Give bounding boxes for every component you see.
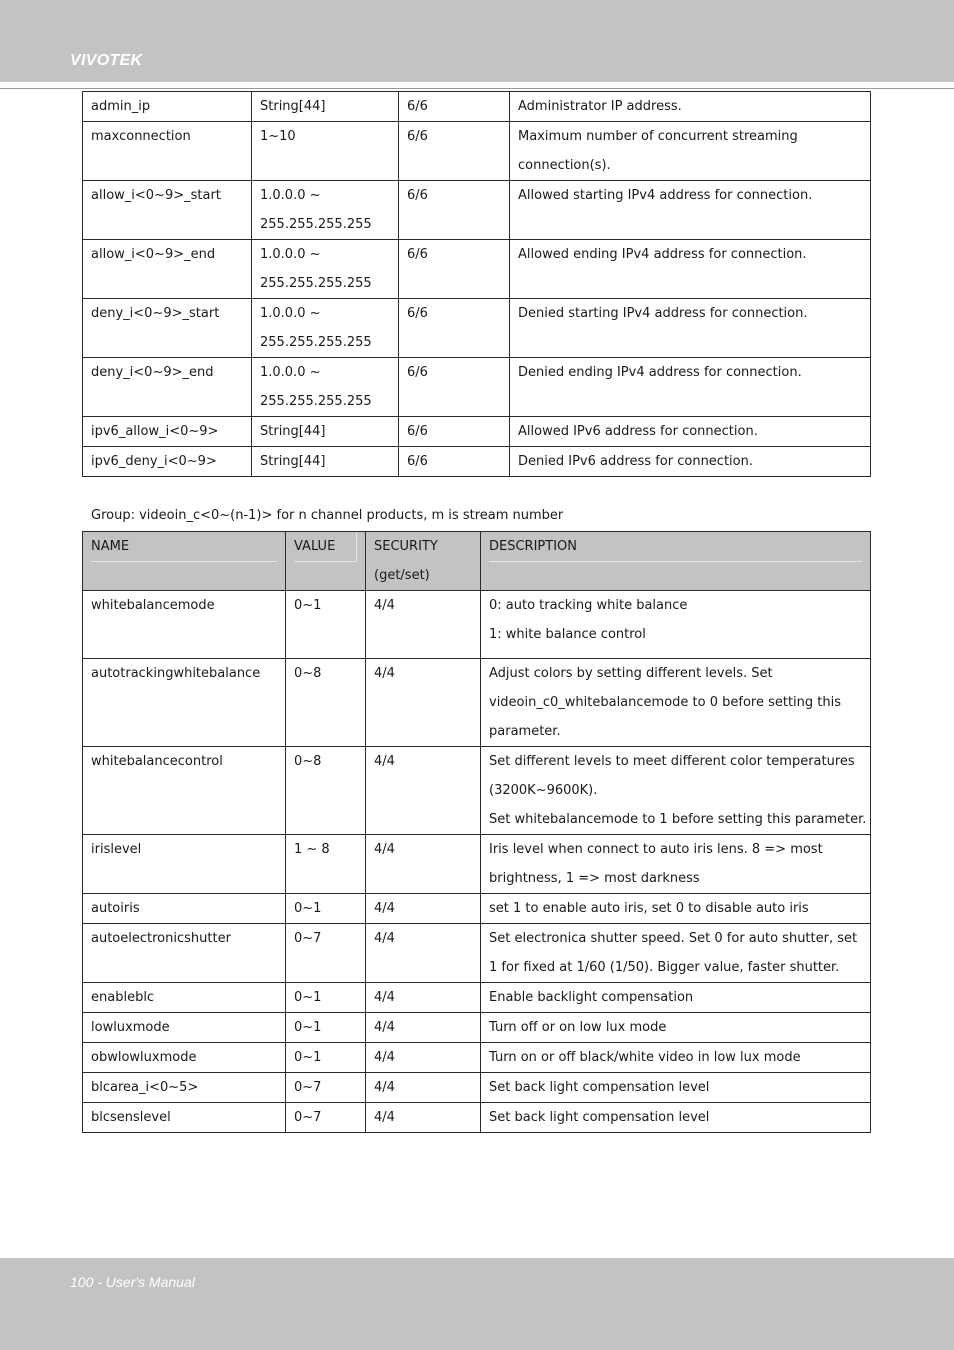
param-value: 0~1 <box>286 1013 366 1043</box>
param-name: deny_i<0~9>_end <box>83 358 252 417</box>
param-value: 1~10 <box>252 122 399 181</box>
param-security: 4/4 <box>366 1103 481 1133</box>
param-security: 4/4 <box>366 1073 481 1103</box>
param-name: lowluxmode <box>83 1013 286 1043</box>
param-value: String[44] <box>252 417 399 447</box>
header-name <box>83 532 286 591</box>
description-line: 1: white balance control <box>489 627 646 642</box>
param-description: Allowed IPv6 address for connection. <box>510 417 871 447</box>
param-description <box>481 591 871 659</box>
param-value: 1.0.0.0 ~ 255.255.255.255 <box>252 358 399 417</box>
param-value: 0~8 <box>286 747 366 835</box>
network-parameter-table <box>82 91 871 477</box>
table-row <box>83 358 871 417</box>
param-description: Set back light compensation level <box>481 1073 871 1103</box>
table-row <box>83 983 871 1013</box>
param-security: 4/4 <box>366 1013 481 1043</box>
videoin-parameter-table <box>82 531 871 1133</box>
param-name: enableblc <box>83 983 286 1013</box>
param-name: blcarea_i<0~5> <box>83 1073 286 1103</box>
table-row <box>83 1043 871 1073</box>
param-name: maxconnection <box>83 122 252 181</box>
param-name: whitebalancemode <box>83 591 286 659</box>
param-value: 0~1 <box>286 894 366 924</box>
param-value: String[44] <box>252 447 399 477</box>
param-description: Denied IPv6 address for connection. <box>510 447 871 477</box>
table-row <box>83 92 871 122</box>
table-row <box>83 417 871 447</box>
header-description-label: DESCRIPTION <box>489 532 862 562</box>
table-row <box>83 659 871 747</box>
param-description: Denied ending IPv4 address for connection. <box>510 358 871 417</box>
param-value: 1.0.0.0 ~ 255.255.255.255 <box>252 181 399 240</box>
param-security: 6/6 <box>399 358 510 417</box>
param-security: 6/6 <box>399 299 510 358</box>
description-line: Set whitebalancemode to 1 before setting this parameter. <box>489 812 867 827</box>
header-security-label: SECURITY <box>374 539 438 554</box>
param-description: Turn on or off black/white video in low lux mode <box>481 1043 871 1073</box>
param-value: 0~1 <box>286 983 366 1013</box>
param-name: admin_ip <box>83 92 252 122</box>
header-description <box>481 532 871 591</box>
table-row <box>83 299 871 358</box>
param-name: allow_i<0~9>_end <box>83 240 252 299</box>
param-value: 0~1 <box>286 1043 366 1073</box>
header-divider <box>0 88 954 89</box>
param-name: deny_i<0~9>_start <box>83 299 252 358</box>
table-row <box>83 1103 871 1133</box>
param-value: 1 ~ 8 <box>286 835 366 894</box>
description-line: 0: auto tracking white balance <box>489 598 688 613</box>
table-row <box>83 894 871 924</box>
param-description: Administrator IP address. <box>510 92 871 122</box>
header-name-label: NAME <box>91 532 277 562</box>
table-row <box>83 1073 871 1103</box>
param-value: 0~7 <box>286 1073 366 1103</box>
group-caption: Group: videoin_c<0~(n-1)> for n channel products, m is stream number <box>91 508 564 523</box>
param-description: Maximum number of concurrent streaming connection(s). <box>510 122 871 181</box>
param-value: String[44] <box>252 92 399 122</box>
table-row <box>83 924 871 983</box>
table-row <box>83 835 871 894</box>
param-security: 6/6 <box>399 122 510 181</box>
param-security: 4/4 <box>366 924 481 983</box>
param-security: 4/4 <box>366 1043 481 1073</box>
header-value-label: VALUE <box>294 532 357 562</box>
param-name: obwlowluxmode <box>83 1043 286 1073</box>
page-number-label: 100 - User's Manual <box>70 1274 195 1290</box>
param-name: whitebalancecontrol <box>83 747 286 835</box>
param-description: set 1 to enable auto iris, set 0 to disable auto iris <box>481 894 871 924</box>
param-value: 0~8 <box>286 659 366 747</box>
header-security <box>366 532 481 591</box>
param-description: Set electronica shutter speed. Set 0 for auto shutter, set 1 for fixed at 1/60 (1/50). Bigger value, faster shutter. <box>481 924 871 983</box>
page-header <box>0 0 954 82</box>
param-security: 6/6 <box>399 181 510 240</box>
param-description: Turn off or on low lux mode <box>481 1013 871 1043</box>
table-row <box>83 240 871 299</box>
param-name: autoelectronicshutter <box>83 924 286 983</box>
param-security: 6/6 <box>399 240 510 299</box>
param-description: Adjust colors by setting different levels. Set videoin_c0_whitebalancemode to 0 before setting this parameter. <box>481 659 871 747</box>
param-value: 0~7 <box>286 924 366 983</box>
table-row <box>83 447 871 477</box>
table-header-row <box>83 532 871 591</box>
param-description: Set back light compensation level <box>481 1103 871 1133</box>
page-footer <box>0 1258 954 1350</box>
param-name: autotrackingwhitebalance <box>83 659 286 747</box>
param-value: 1.0.0.0 ~ 255.255.255.255 <box>252 299 399 358</box>
param-name: blcsenslevel <box>83 1103 286 1133</box>
param-description: Denied starting IPv4 address for connection. <box>510 299 871 358</box>
table-row <box>83 1013 871 1043</box>
param-security: 6/6 <box>399 92 510 122</box>
param-security: 4/4 <box>366 747 481 835</box>
param-name: allow_i<0~9>_start <box>83 181 252 240</box>
param-name: ipv6_deny_i<0~9> <box>83 447 252 477</box>
header-security-sub: (get/set) <box>374 568 430 583</box>
table-row <box>83 122 871 181</box>
param-description: Allowed ending IPv4 address for connection. <box>510 240 871 299</box>
param-description: Allowed starting IPv4 address for connection. <box>510 181 871 240</box>
param-description: Iris level when connect to auto iris lens. 8 => most brightness, 1 => most darkness <box>481 835 871 894</box>
param-security: 4/4 <box>366 835 481 894</box>
table-row <box>83 591 871 659</box>
param-description: Enable backlight compensation <box>481 983 871 1013</box>
param-name: autoiris <box>83 894 286 924</box>
param-value: 0~1 <box>286 591 366 659</box>
brand-logo-text: VIVOTEK <box>70 52 143 69</box>
param-name: ipv6_allow_i<0~9> <box>83 417 252 447</box>
param-security: 6/6 <box>399 417 510 447</box>
table-row <box>83 181 871 240</box>
param-name: irislevel <box>83 835 286 894</box>
param-security: 4/4 <box>366 659 481 747</box>
description-line: Set different levels to meet different color temperatures (3200K~9600K). <box>489 754 855 798</box>
param-value: 0~7 <box>286 1103 366 1133</box>
param-description <box>481 747 871 835</box>
param-security: 4/4 <box>366 894 481 924</box>
header-value <box>286 532 366 591</box>
table-row <box>83 747 871 835</box>
param-value: 1.0.0.0 ~ 255.255.255.255 <box>252 240 399 299</box>
param-security: 6/6 <box>399 447 510 477</box>
param-security: 4/4 <box>366 983 481 1013</box>
param-security: 4/4 <box>366 591 481 659</box>
